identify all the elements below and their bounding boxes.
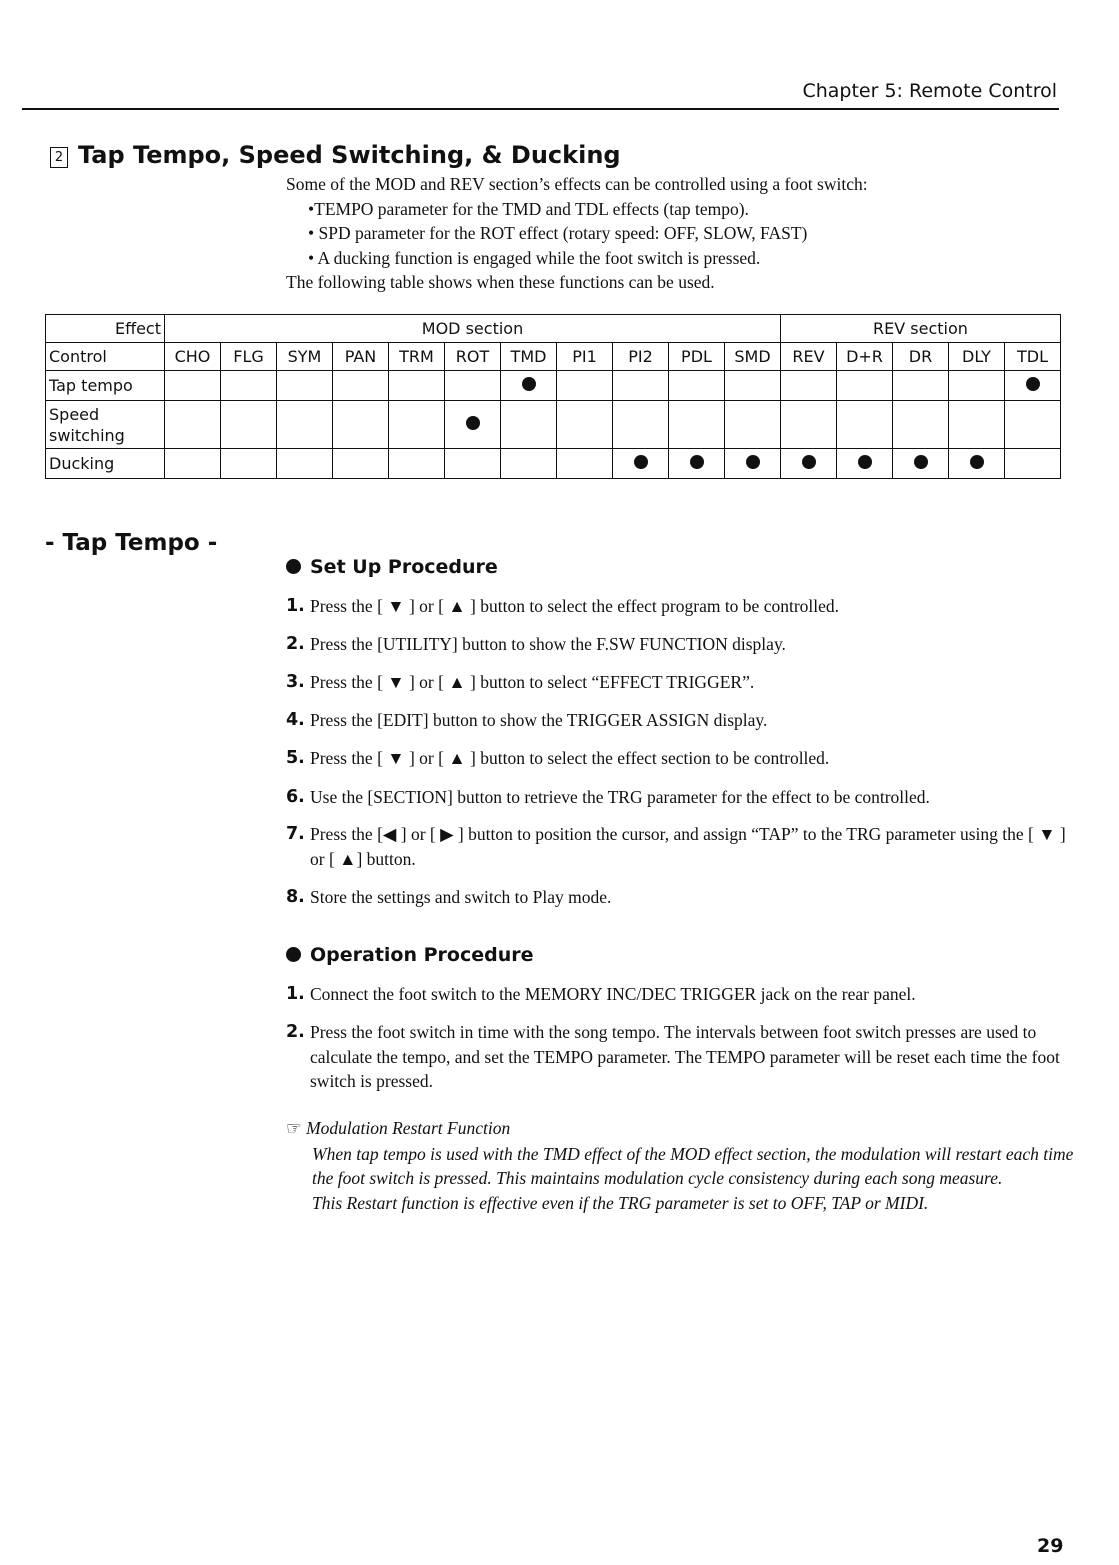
row-label-speed-switching <box>46 401 165 449</box>
note-title: Modulation Restart Function <box>306 1118 511 1138</box>
intro-text: Some of the MOD and REV section’s effects can be controlled using a foot switch: <box>286 174 868 194</box>
table-cell <box>725 449 781 479</box>
table-cell <box>165 371 221 401</box>
table-cell <box>893 401 949 449</box>
filled-circle-icon <box>746 455 760 469</box>
setup-procedure-heading <box>286 556 498 578</box>
column-header: D+R <box>837 343 893 371</box>
section-number: 2 <box>50 147 68 168</box>
table-cell <box>221 371 277 401</box>
effect-header: Effect <box>46 315 165 343</box>
step-text: Press the [◀ ] or [ ▶ ] button to position the cursor, and assign “TAP” to the TRG parameter using the [ ▼ ] or [ ▲] button. <box>310 824 1066 869</box>
step-text: Press the [ ▼ ] or [ ▲ ] button to select “EFFECT TRIGGER”. <box>310 672 755 692</box>
procedure-step <box>286 670 1066 695</box>
table-cell <box>333 449 389 479</box>
table-cell <box>557 401 613 449</box>
table-cell <box>277 449 333 479</box>
table-cell <box>389 371 445 401</box>
table-cell <box>669 401 725 449</box>
column-header: ROT <box>445 343 501 371</box>
page-number: 29 <box>1037 1535 1064 1557</box>
step-text: Press the [EDIT] button to show the TRIGGER ASSIGN display. <box>310 710 768 730</box>
procedure-step <box>286 785 1066 810</box>
table-cell <box>221 449 277 479</box>
filled-circle-icon <box>522 377 536 391</box>
section-title: Tap Tempo, Speed Switching, & Ducking <box>78 141 621 169</box>
procedure-step <box>286 885 1066 910</box>
row-label-ducking: Ducking <box>46 449 165 479</box>
column-header: TMD <box>501 343 557 371</box>
procedure-step <box>286 708 1066 733</box>
table-cell <box>837 371 893 401</box>
setup-title: Set Up Procedure <box>310 556 498 578</box>
procedure-step <box>286 746 1066 771</box>
step-text: Connect the foot switch to the MEMORY INC/DEC TRIGGER jack on the rear panel. <box>310 984 916 1004</box>
rev-section-header: REV section <box>781 315 1061 343</box>
column-header: PAN <box>333 343 389 371</box>
procedure-step <box>286 632 1066 657</box>
filled-circle-icon <box>1026 377 1040 391</box>
table-cell <box>1005 449 1061 479</box>
header-rule <box>22 108 1059 110</box>
modulation-restart-note <box>286 1116 1076 1215</box>
table-cell <box>893 371 949 401</box>
pointing-hand-icon: ☞ <box>286 1119 302 1139</box>
column-header: TRM <box>389 343 445 371</box>
bullet-ducking: • A ducking function is engaged while the foot switch is pressed. <box>308 247 761 268</box>
table-cell <box>333 371 389 401</box>
table-cell <box>949 371 1005 401</box>
procedure-step <box>286 1020 1066 1094</box>
operation-title: Operation Procedure <box>310 944 534 966</box>
table-cell <box>837 449 893 479</box>
column-header: SMD <box>725 343 781 371</box>
table-cell <box>613 371 669 401</box>
bullet-spd: • SPD parameter for the ROT effect (rotary speed: OFF, SLOW, FAST) <box>308 223 808 243</box>
filled-circle-icon <box>690 455 704 469</box>
table-cell <box>725 401 781 449</box>
step-text: Press the [ ▼ ] or [ ▲ ] button to select the effect program to be controlled. <box>310 596 840 616</box>
mod-section-header: MOD section <box>165 315 781 343</box>
table-cell <box>613 449 669 479</box>
effect-control-table <box>45 314 1061 479</box>
note-body: When tap tempo is used with the TMD effect of the MOD effect section, the modulation will restart each time the foot switch is pressed. This maintains modulation cycle consistency during each song measure. <box>312 1143 1074 1188</box>
table-cell <box>389 401 445 449</box>
filled-circle-icon <box>914 455 928 469</box>
procedure-step <box>286 594 1066 619</box>
step-number: 1. <box>286 596 305 616</box>
column-header: FLG <box>221 343 277 371</box>
step-text: Press the [UTILITY] button to show the F.SW FUNCTION display. <box>310 634 786 654</box>
table-intro: The following table shows when these functions can be used. <box>286 272 715 292</box>
procedure-step <box>286 982 1066 1007</box>
table-cell <box>333 401 389 449</box>
column-header: DR <box>893 343 949 371</box>
table-cell <box>893 449 949 479</box>
bullet-circle-icon <box>286 559 301 574</box>
bullet-tempo: •TEMPO parameter for the TMD and TDL effects (tap tempo). <box>308 198 749 219</box>
operation-procedure-heading <box>286 944 534 966</box>
table-cell <box>1005 401 1061 449</box>
column-header: TDL <box>1005 343 1061 371</box>
step-number: 2. <box>286 634 305 654</box>
table-cell <box>557 371 613 401</box>
step-text: Press the [ ▼ ] or [ ▲ ] button to select the effect section to be controlled. <box>310 748 830 768</box>
table-cell <box>781 371 837 401</box>
column-header: CHO <box>165 343 221 371</box>
table-cell <box>781 449 837 479</box>
table-cell <box>613 401 669 449</box>
step-number: 7. <box>286 824 305 844</box>
bullet-circle-icon <box>286 947 301 962</box>
step-number: 1. <box>286 984 305 1004</box>
table-cell <box>837 401 893 449</box>
filled-circle-icon <box>466 416 480 430</box>
table-cell <box>389 449 445 479</box>
table-cell <box>165 401 221 449</box>
step-number: 6. <box>286 787 305 807</box>
step-text: Use the [SECTION] button to retrieve the TRG parameter for the effect to be controlled. <box>310 787 930 807</box>
table-cell <box>725 371 781 401</box>
table-cell <box>501 449 557 479</box>
step-number: 5. <box>286 748 305 768</box>
column-header: PI1 <box>557 343 613 371</box>
table-cell <box>165 449 221 479</box>
filled-circle-icon <box>858 455 872 469</box>
table-cell <box>445 401 501 449</box>
table-cell <box>445 449 501 479</box>
table-cell <box>221 401 277 449</box>
table-cell <box>949 449 1005 479</box>
table-cell <box>501 371 557 401</box>
column-header: PDL <box>669 343 725 371</box>
row-label-speed: Speed <box>49 404 100 424</box>
table-cell <box>669 449 725 479</box>
step-number: 4. <box>286 710 305 730</box>
intro-block <box>286 172 1066 295</box>
table-cell <box>501 401 557 449</box>
procedure-step <box>286 822 1066 871</box>
column-header: PI2 <box>613 343 669 371</box>
tap-tempo-heading: - Tap Tempo - <box>45 530 218 556</box>
row-label-tap-tempo: Tap tempo <box>46 371 165 401</box>
step-text: Store the settings and switch to Play mode. <box>310 887 612 907</box>
table-cell <box>445 371 501 401</box>
note-body-2: This Restart function is effective even if the TRG parameter is set to OFF, TAP or MIDI. <box>312 1192 929 1213</box>
control-header: Control <box>46 343 165 371</box>
column-header: REV <box>781 343 837 371</box>
table-cell <box>781 401 837 449</box>
filled-circle-icon <box>802 455 816 469</box>
row-label-switching: switching <box>49 425 125 445</box>
column-header: DLY <box>949 343 1005 371</box>
filled-circle-icon <box>634 455 648 469</box>
table-cell <box>949 401 1005 449</box>
table-cell <box>277 371 333 401</box>
chapter-header: Chapter 5: Remote Control <box>802 80 1057 102</box>
filled-circle-icon <box>970 455 984 469</box>
table-cell <box>277 401 333 449</box>
step-number: 8. <box>286 887 305 907</box>
table-cell <box>669 371 725 401</box>
step-number: 2. <box>286 1022 305 1042</box>
column-header: SYM <box>277 343 333 371</box>
table-cell <box>1005 371 1061 401</box>
step-text: Press the foot switch in time with the song tempo. The intervals between foot switch presses are used to calculate the tempo, and set the TEMPO parameter. The TEMPO parameter will be reset each time the foot switch is pressed. <box>310 1022 1060 1091</box>
step-number: 3. <box>286 672 305 692</box>
table-cell <box>557 449 613 479</box>
